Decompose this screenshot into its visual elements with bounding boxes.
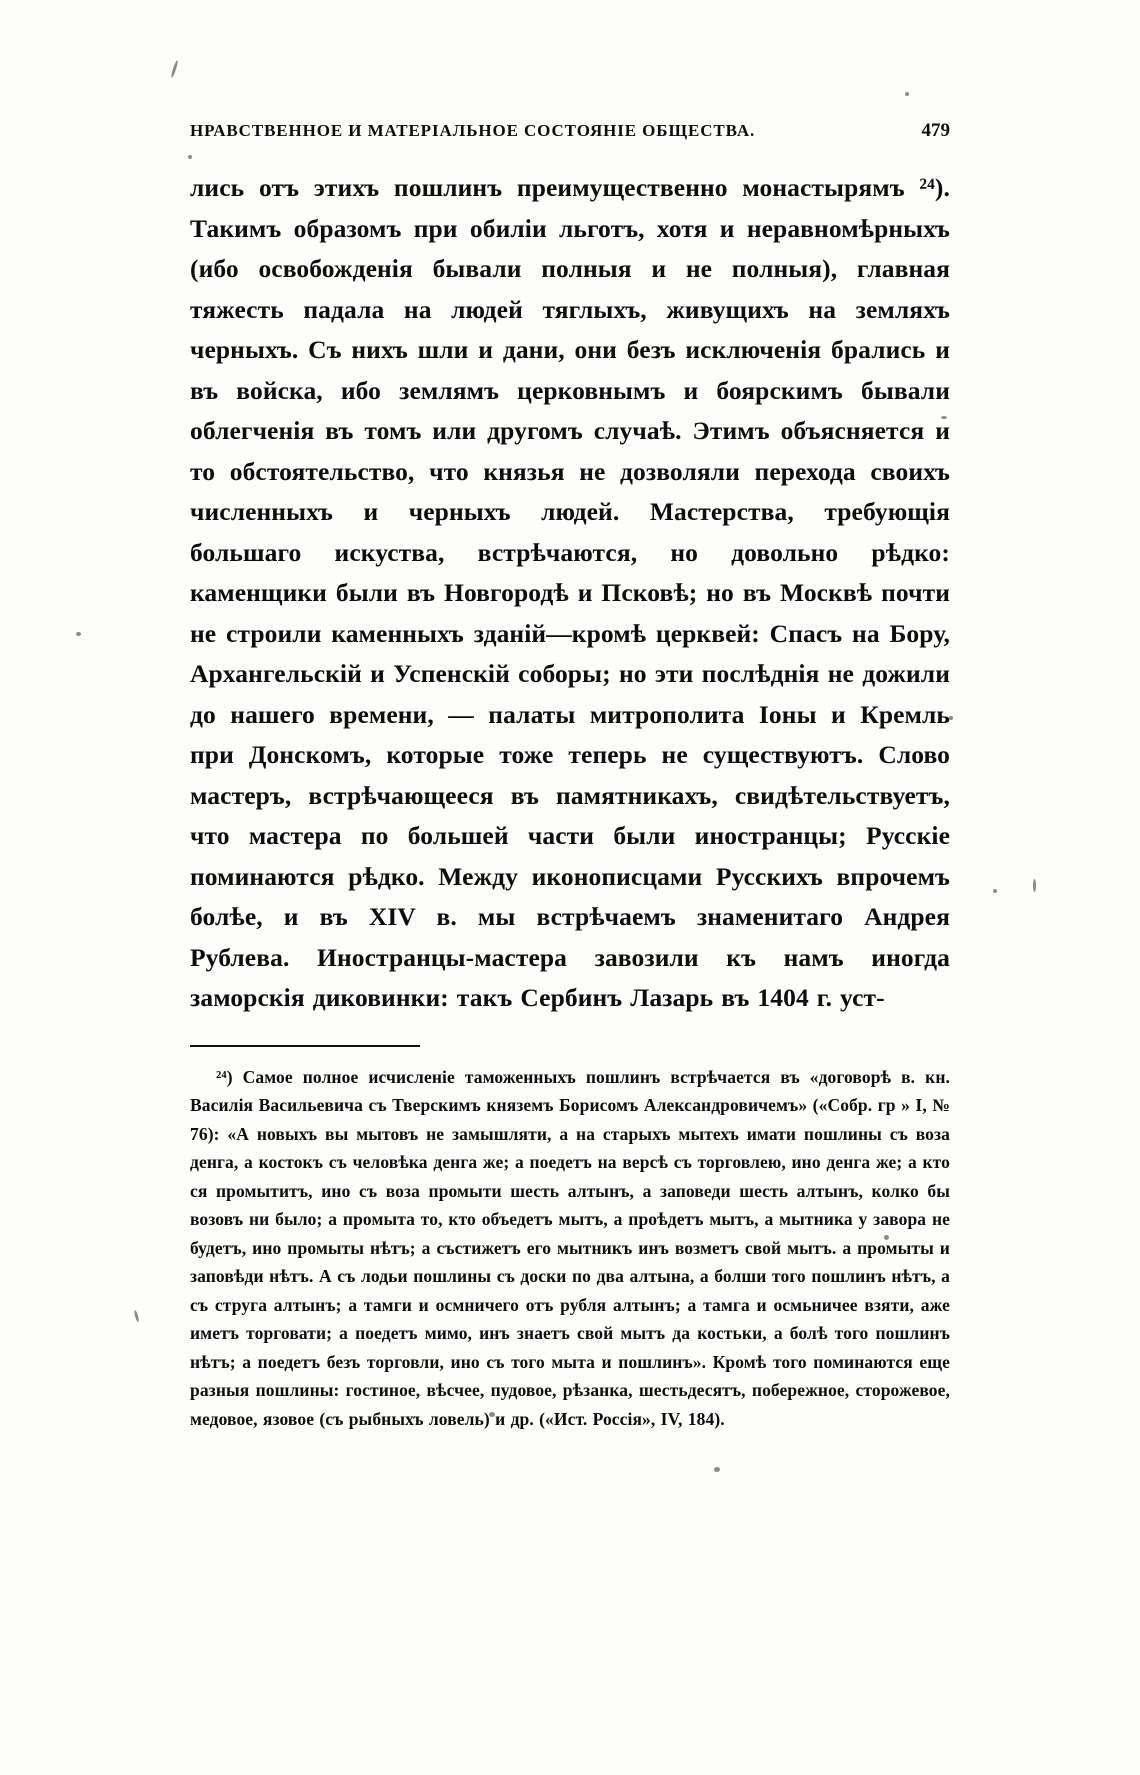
page-speck: [714, 1467, 720, 1472]
footnote-marker: ²⁴): [216, 1066, 233, 1087]
page-speck: [1033, 879, 1036, 892]
footnote-block: [190, 1063, 950, 1434]
footnote-text: Самое полное исчисленіе таможенныхъ пошлинъ встрѣчается въ «договорѣ в. кн. Василія Васильевича съ Тверскимъ княземъ Борисомъ Александровичемъ» («Собр. гр » I, № 76): «А новыхъ вы мытовъ не замышляти, а на старыхъ мытехъ имати пошлины съ воза денга, а костокъ съ человѣка денга же; а поедетъ на версѣ съ торговлею, ино денга же; а кто ся промытитъ, ино съ воза промыти шесть алтынъ, а заповеди шесть алтынъ, колко бы возовъ ни было; а промыта то, кто объедетъ мытъ, а проѣдетъ мытъ, а мытника у завора не будетъ, ино промыты нѣтъ; а състижетъ его мытникъ инъ возметъ свой мытъ. а промыты и заповѣди нѣтъ. А съ лодьи пошлины съ доски по два алтына, а болши того пошлинъ нѣтъ, а съ струга алтынъ; а тамги и осмничего отъ рубля алтынъ; а тамга и осмьничее взяти, аже иметъ торговати; а поедетъ мимо, инъ знаетъ свой мытъ да костьки, а болѣ того пошлинъ нѣтъ; а поедетъ безъ торговли, ино съ того мыта и пошлинъ». Кромѣ того поминаются еще разныя пошлины: гостиное, вѣсчее, пудовое, рѣзанка, шестьдесятъ, побережное, сторожевое, медовое, язовое (съ рыбныхъ ловель) и др. («Ист. Россія», IV, 184).: [190, 1066, 950, 1429]
page-number: 479: [921, 120, 950, 141]
running-head: [190, 120, 950, 142]
body-paragraph: лись отъ этихъ пошлинъ преимущественно монастырямъ ²⁴). Такимъ образомъ при обиліи льготъ, хотя и неравномѣрныхъ (ибо освобожденія бывали полныя и не полныя), главная тяжесть падала на людей тяглыхъ, живущихъ на земляхъ черныхъ. Съ нихъ шли и дани, они безъ исключенія брались и въ войска, ибо землямъ церковнымъ и боярскимъ бывали облегченія въ томъ или другомъ случаѣ. Этимъ объясняется и то обстоятельство, что князья не дозволяли перехода своихъ численныхъ и черныхъ людей. Мастерства, требующія большаго искуства, встрѣчаются, но довольно рѣдко: каменщики были въ Новгородѣ и Псковѣ; но въ Москвѣ почти не строили каменныхъ зданій—кромѣ церквей: Спасъ на Бору, Архангельскій и Успенскій соборы; но эти послѣднія не дожили до нашего времени, — палаты митрополита Іоны и Кремль при Донскомъ, которые тоже теперь не существуютъ. Слово мастеръ, встрѣчающееся въ памятникахъ, свидѣтельствуетъ, что мастера по большей части были иностранцы; Русскіе поминаются рѣдко. Между иконописцами Русскихъ впрочемъ болѣе, и въ XIV в. мы встрѣчаемъ знаменитаго Андрея Рублева. Иностранцы-мастера завозили къ намъ иногда заморскія диковинки: такъ Сербинъ Лазарь въ 1404 г. уст-: [190, 173, 950, 1012]
running-head-title: НРАВСТВЕННОЕ И МАТЕРІАЛЬНОЕ СОСТОЯНІЕ ОБЩЕСТВА.: [190, 121, 756, 140]
footnote-divider: [190, 1045, 420, 1047]
page-speck: [993, 889, 997, 893]
page-content: [190, 120, 950, 1433]
page-speck: [76, 632, 81, 636]
page-speck: [133, 1310, 139, 1322]
page-speck: [905, 92, 909, 96]
page-speck: [170, 60, 178, 78]
